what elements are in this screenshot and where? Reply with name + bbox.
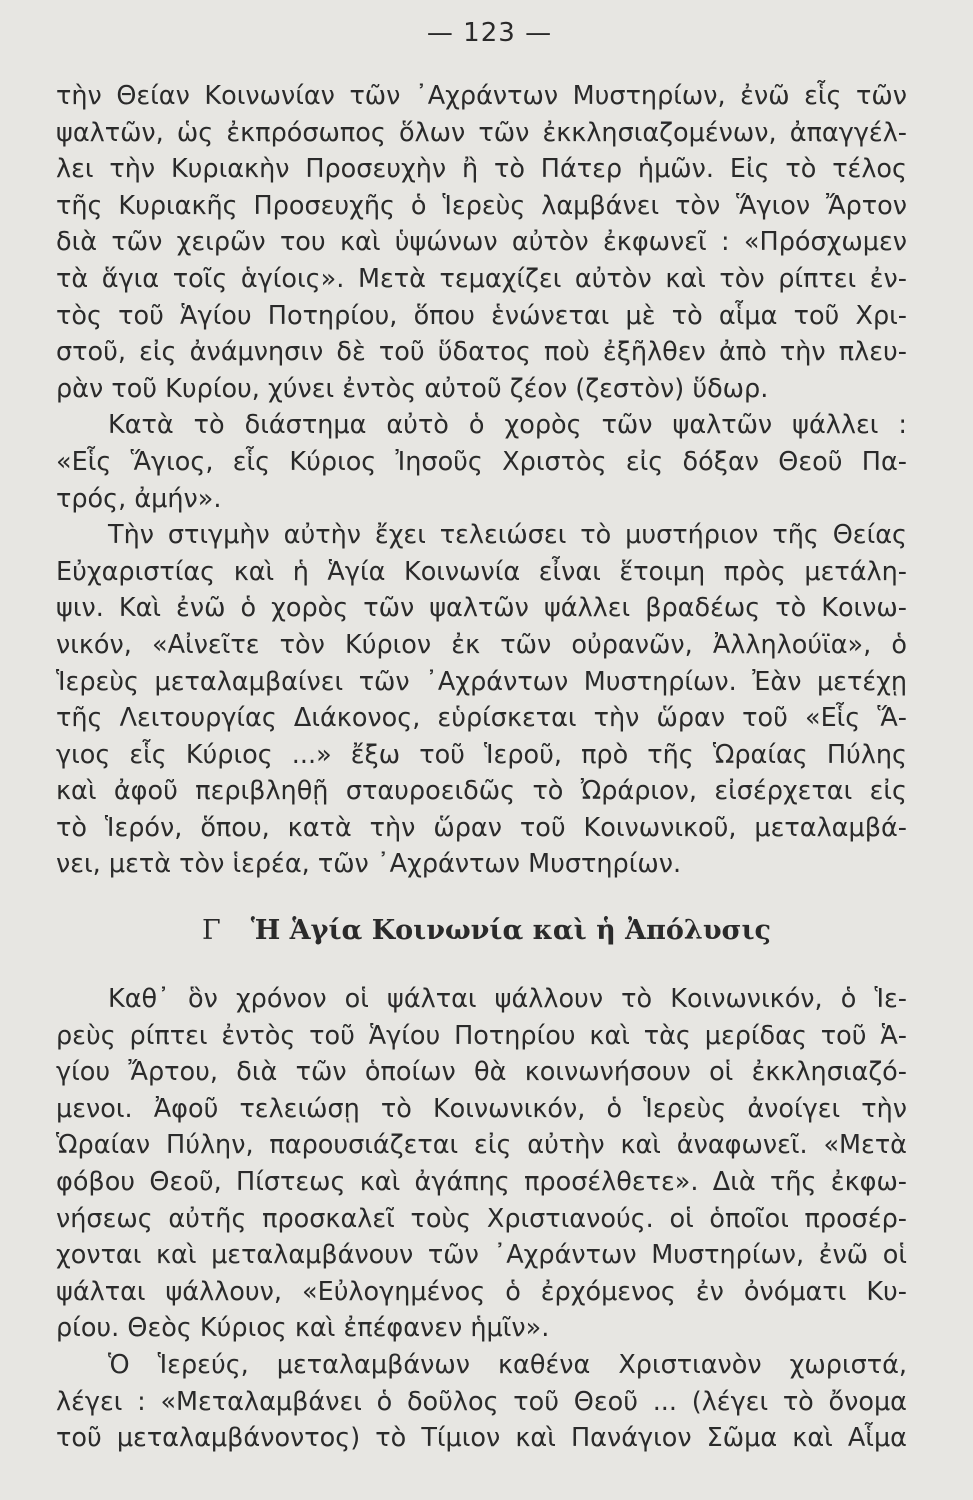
text-line: τῆς Λειτουργίας Διάκονος, εὑρίσκεται τὴν ὥραν τοῦ «Εἷς Ἅ- — [56, 703, 907, 734]
text-line: τρός, ἀμήν». — [56, 483, 222, 514]
text-line: λει τὴν Κυριακὴν Προσευχὴν ἢ τὸ Πάτερ ἡμῶν. Εἰς τὸ τέλος — [56, 154, 907, 185]
text-line: Ἱερεὺς μεταλαμβαίνει τῶν ᾿Αχράντων Μυστηρίων. Ἐὰν μετέχῃ — [56, 666, 907, 697]
text-line: μενοι. Ἀφοῦ τελειώσῃ τὸ Κοινωνικόν, ὁ Ἱερεὺς ἀνοίγει τὴν — [56, 1093, 907, 1124]
text-line: γίου Ἄρτου, διὰ τῶν ὁποίων θὰ κοινωνήσουν οἱ ἐκκλησιαζό- — [56, 1057, 907, 1088]
text-line: τὸς τοῦ Ἁγίου Ποτηρίου, ὅπου ἑνώνεται μὲ τὸ αἷμα τοῦ Χρι- — [56, 300, 907, 331]
text-line: Εὐχαριστίας καὶ ἡ Ἁγία Κοινωνία εἶναι ἕτοιμη πρὸς μετάλη- — [56, 556, 907, 587]
text-line: νικόν, «Αἰνεῖτε τὸν Κύριον ἐκ τῶν οὐρανῶν, Ἀλληλούϊα», ὁ — [56, 629, 907, 660]
text-line: «Εἷς Ἅγιος, εἷς Κύριος Ἰησοῦς Χριστὸς εἰς δόξαν Θεοῦ Πα- — [56, 446, 907, 477]
text-line: χονται καὶ μεταλαμβάνουν τῶν ᾿Αχράντων Μυστηρίων, ἐνῶ οἱ — [56, 1240, 907, 1271]
text-line: ρὰν τοῦ Κυρίου, χύνει ἐντὸς αὐτοῦ ζέον (ζεστὸν) ὕδωρ. — [56, 373, 769, 404]
text-line: διὰ τῶν χειρῶν του καὶ ὑψώνων αὐτὸν ἐκφωνεῖ : «Πρόσχωμεν — [56, 227, 907, 258]
text-line: τὴν Θείαν Κοινωνίαν τῶν ᾿Αχράντων Μυστηρίων, ἐνῶ εἷς τῶν — [56, 81, 907, 111]
text-line: ψιν. Καὶ ἐνῶ ὁ χορὸς τῶν ψαλτῶν ψάλλει βραδέως τὸ Κοινω- — [56, 593, 907, 624]
paragraph — [56, 1347, 907, 1457]
section-title: Ἡ Ἁγία Κοινωνία καὶ ἡ Ἀπόλυσις — [250, 915, 771, 947]
text-line: ρίου. Θεὸς Κύριος καὶ ἐπέφανεν ἡμῖν». — [56, 1313, 550, 1344]
section-letter: Γ — [202, 915, 221, 947]
text-line: Καθ᾿ ὃν χρόνον οἱ ψάλται ψάλλουν τὸ Κοινωνικόν, ὁ Ἱε- — [108, 984, 907, 1015]
paragraph — [56, 407, 907, 517]
text-line: γιος εἷς Κύριος ...» ἔξω τοῦ Ἱεροῦ, πρὸ τῆς Ὡραίας Πύλης — [56, 739, 907, 770]
text-line: τὰ ἅγια τοῖς ἁγίοις». Μετὰ τεμαχίζει αὐτὸν καὶ τὸν ρίπτει ἐν- — [56, 263, 907, 294]
page-number: — 123 — — [426, 18, 553, 48]
text-line: τοῦ μεταλαμβάνοντος) τὸ Τίμιον καὶ Πανάγιον Σῶμα καὶ Αἷμα — [56, 1423, 907, 1454]
text-line: φόβου Θεοῦ, Πίστεως καὶ ἀγάπης προσέλθετε». Διὰ τῆς ἐκφω- — [56, 1167, 907, 1198]
text-line: ρεὺς ρίπτει ἐντὸς τοῦ Ἁγίου Ποτηρίου καὶ τὰς μερίδας τοῦ Ἁ- — [56, 1020, 907, 1051]
text-line: στοῦ, εἰς ἀνάμνησιν δὲ τοῦ ὕδατος ποὺ ἐξῆλθεν ἀπὸ τὴν πλευ- — [56, 337, 907, 368]
text-line: ψάλται ψάλλουν, «Εὐλογημένος ὁ ἐρχόμενος ἐν ὀνόματι Κυ- — [56, 1276, 907, 1307]
text-line: Κατὰ τὸ διάστημα αὐτὸ ὁ χορὸς τῶν ψαλτῶν ψάλλει : — [108, 410, 907, 441]
paragraph — [56, 517, 907, 883]
text-line: νει, μετὰ τὸν ἱερέα, τῶν ᾿Αχράντων Μυστηρίων. — [56, 849, 682, 880]
text-line: τῆς Κυριακῆς Προσευχῆς ὁ Ἱερεὺς λαμβάνει τὸν Ἅγιον Ἄρτον — [56, 190, 907, 221]
text-line: καὶ ἀφοῦ περιβληθῇ σταυροειδῶς τὸ Ὠράριον, εἰσέρχεται εἰς — [56, 776, 907, 807]
section-heading — [56, 911, 907, 951]
text-line: Τὴν στιγμὴν αὐτὴν ἔχει τελειώσει τὸ μυστήριον τῆς Θείας — [108, 520, 907, 551]
paragraph — [56, 981, 907, 1347]
text-line: Ὁ Ἱερεύς, μεταλαμβάνων καθένα Χριστιανὸν χωριστά, — [108, 1350, 907, 1380]
text-line: τὸ Ἱερόν, ὅπου, κατὰ τὴν ὥραν τοῦ Κοινωνικοῦ, μεταλαμβά- — [56, 812, 907, 843]
text-line: ψαλτῶν, ὡς ἐκπρόσωπος ὅλων τῶν ἐκκλησιαζομένων, ἀπαγγέλ- — [56, 117, 907, 148]
paragraph — [56, 78, 907, 407]
text-line: νήσεως αὐτῆς προσκαλεῖ τοὺς Χριστιανούς. οἱ ὁποῖοι προσέρ- — [56, 1203, 907, 1234]
text-line: λέγει : «Μεταλαμβάνει ὁ δοῦλος τοῦ Θεοῦ ... (λέγει τὸ ὄνομα — [56, 1386, 907, 1417]
text-line: Ὡραίαν Πύλην, παρουσιάζεται εἰς αὐτὴν καὶ ἀναφωνεῖ. «Μετὰ — [56, 1130, 907, 1161]
